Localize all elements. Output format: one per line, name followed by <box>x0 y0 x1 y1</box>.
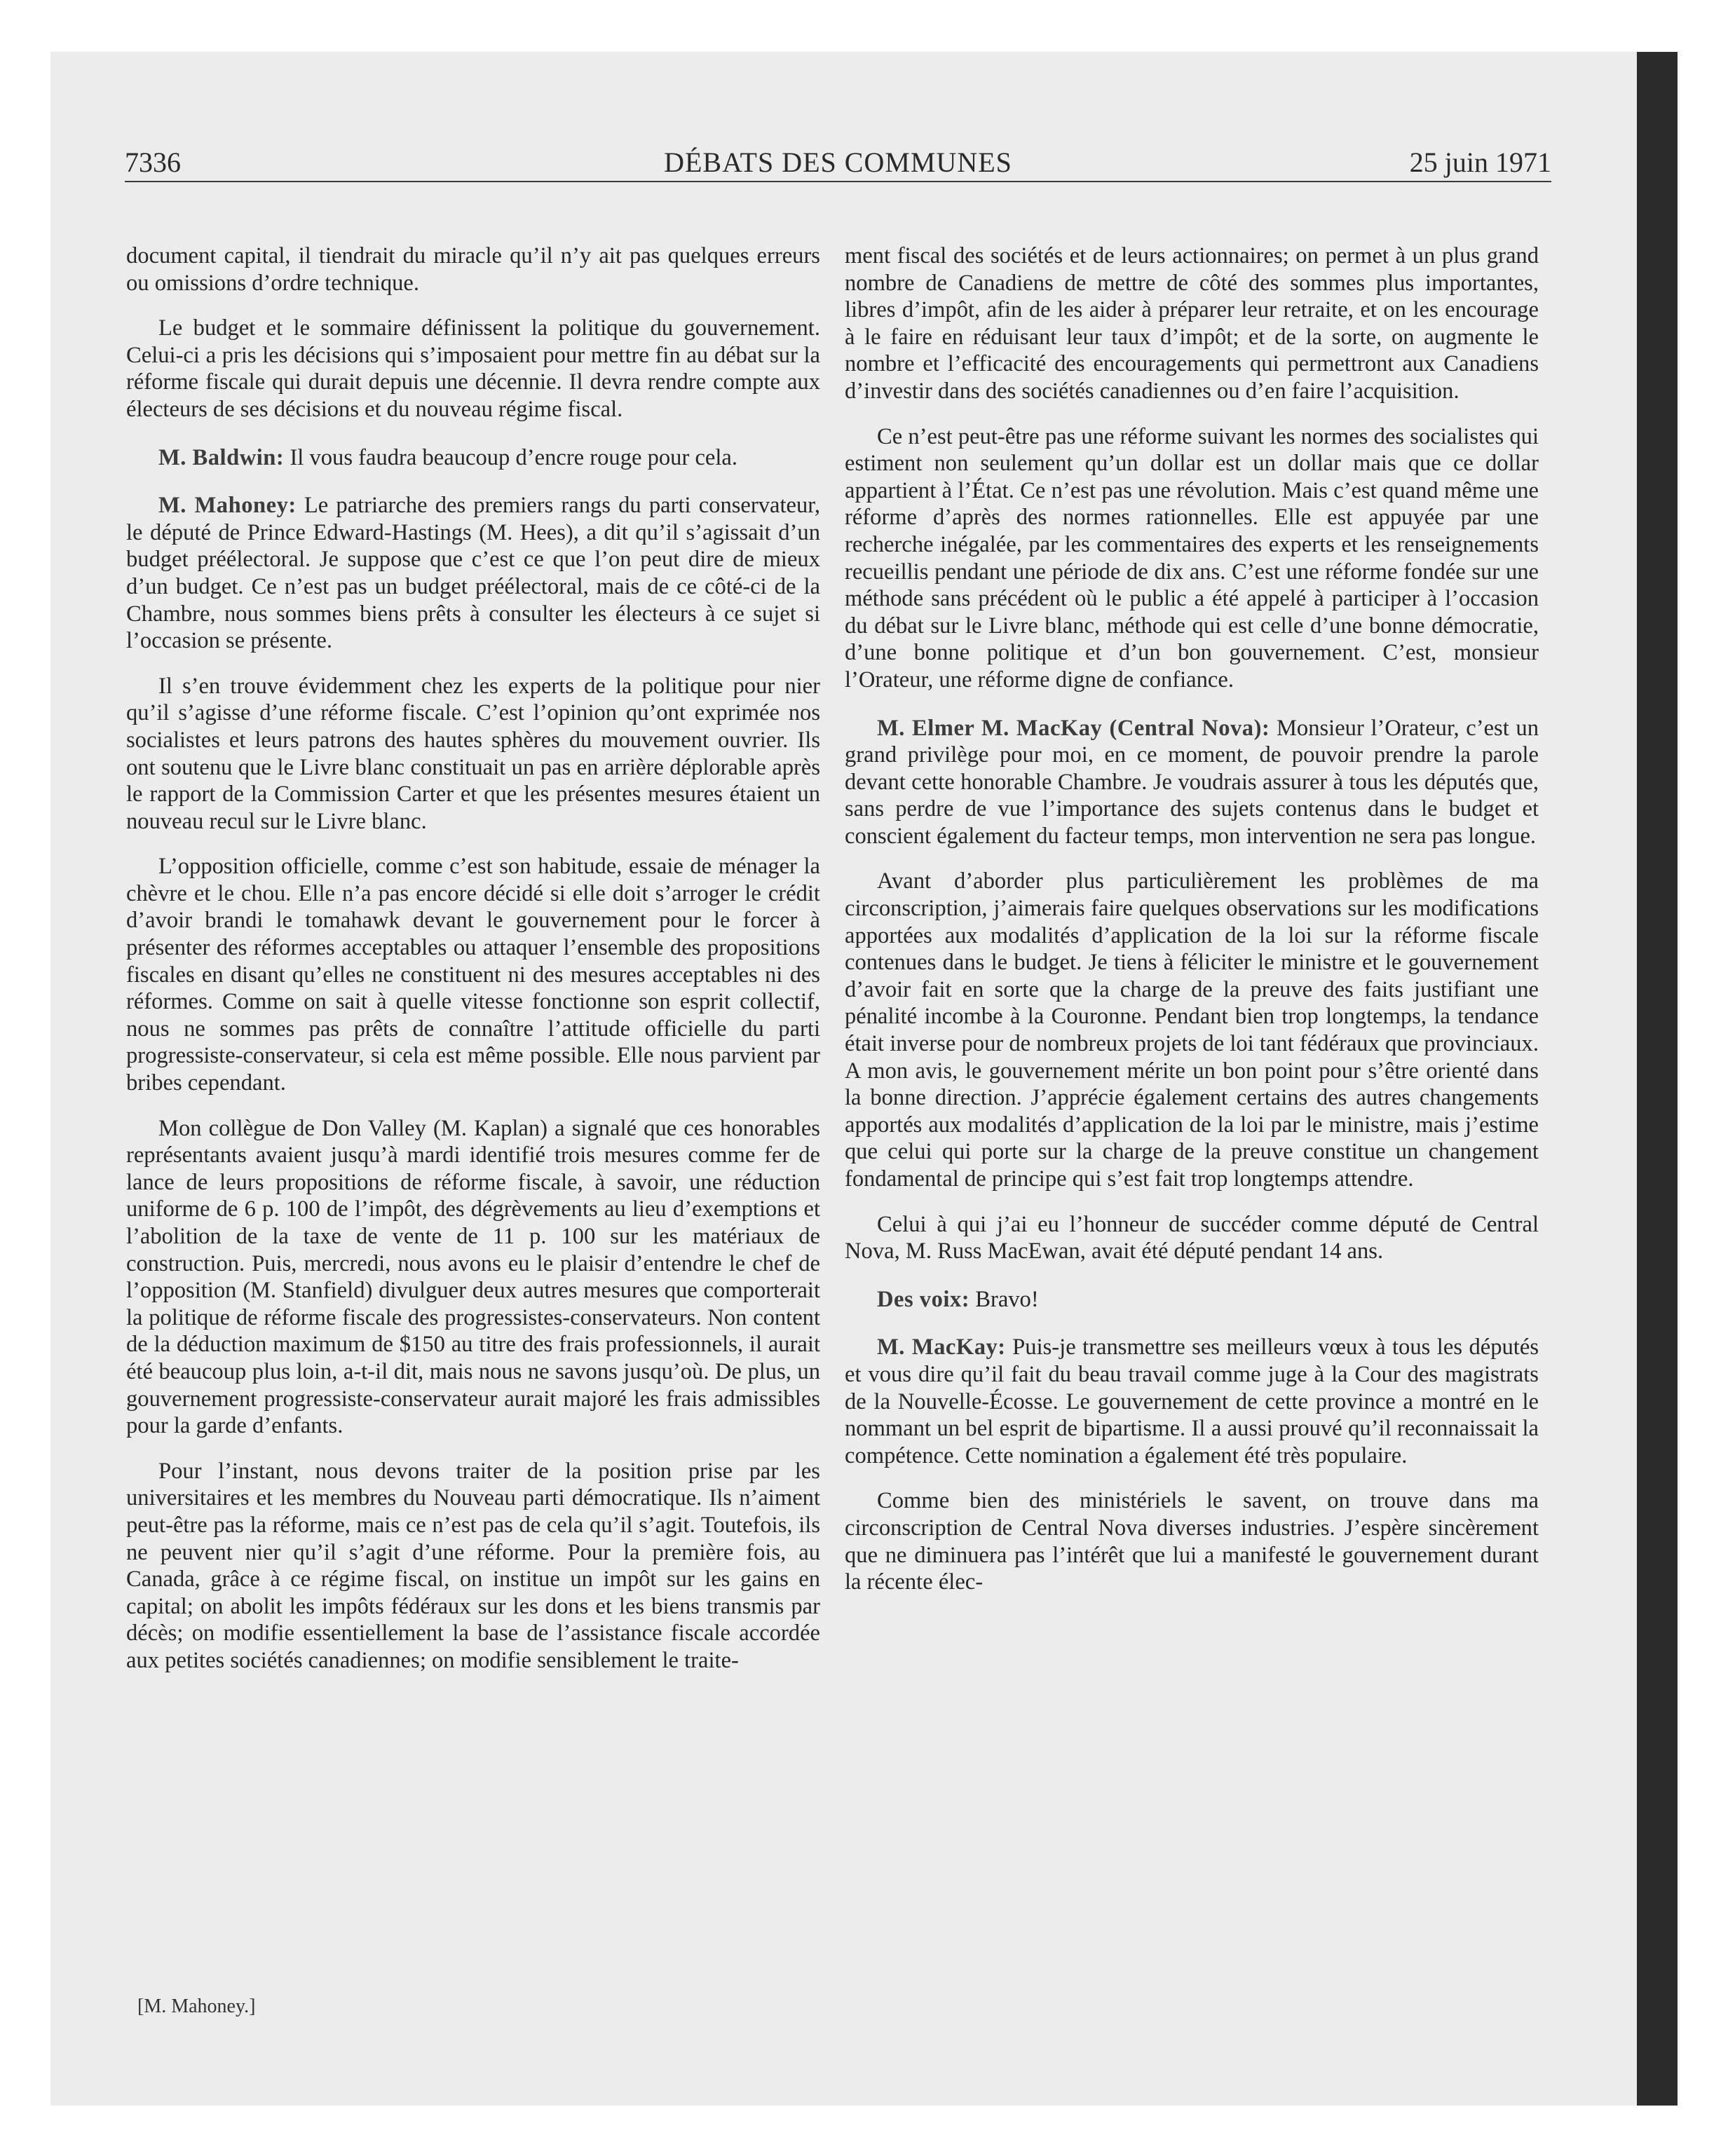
header-rule <box>125 181 1551 182</box>
left-column <box>126 243 820 1693</box>
right-column <box>845 243 1539 1614</box>
speech-paragraph: M. Elmer M. MacKay (Central Nova): Monsieur l’Orateur, c’est un grand privilège pour moi, en ce moment, de pouvoir prendre la parole devant cette honorable Chambre. Je voudrais assurer à tous les députés que, sans perdre de vue l’importance des sujets contenus dans le budget et conscient également du facteur temps, mon intervention ne sera pas longue. <box>845 715 1539 849</box>
paragraph: ment fiscal des sociétés et de leurs actionnaires; on permet à un plus grand nombre de Canadiens de mettre de côté des sommes plus importantes, libres d’impôt, afin de les aider à préparer leur retraite, et on les encourage à le faire en réduisant leur taux d’impôt; et de la sorte, on augmente le nombre et l’efficacité des encouragements qui permettront aux Canadiens d’investir dans des sociétés canadiennes ou d’en faire l’acquisition. <box>845 243 1539 404</box>
speech-paragraph: Des voix: Bravo! <box>877 1286 1039 1312</box>
page-number: 7336 <box>125 146 181 178</box>
speaker-name: M. Elmer M. MacKay (Central Nova): <box>877 715 1270 741</box>
paragraph: Le budget et le sommaire définissent la politique du gouvernement. Celui-ci a pris les décisions qui s’imposaient pour mettre fin au débat sur la réforme fiscale qui durait depuis une décennie. Il devra rendre compte aux électeurs de ses décisions et du nouveau régime fiscal. <box>126 315 820 422</box>
speech-paragraph: M. Baldwin: Il vous faudra beaucoup d’encre rouge pour cela. <box>158 444 738 470</box>
paragraph: Comme bien des ministériels le savent, on trouve dans ma circonscription de Central Nova diverses industries. J’espère sincèrement que ne diminuera pas l’intérêt que lui a manifesté le gouvernement durant la récente élec- <box>845 1488 1539 1595</box>
publication-date: 25 juin 1971 <box>1409 146 1551 178</box>
paragraph: L’opposition officielle, comme c’est son habitude, essaie de ménager la chèvre et le chou. Elle n’a pas encore décidé si elle doit s’arroger le crédit d’avoir brandi le tomahawk devant le gouvernement pour le forcer à présenter des réformes acceptables ou attaquer l’ensemble des propositions fiscales en disant qu’elles ne constituent ni des mesures acceptables ni des réformes. Comme on sait à quelle vitesse fonctionne son esprit collectif, nous ne sommes pas prêts de connaître l’attitude officielle du parti progressiste-conservateur, si cela est même possible. Elle nous parvient par bribes cependant. <box>126 854 820 1096</box>
paragraph: Celui à qui j’ai eu l’honneur de succéder comme député de Central Nova, M. Russ MacEwan, avait été député pendant 14 ans. <box>845 1211 1539 1264</box>
scan-edge-shadow <box>1637 52 1678 2106</box>
paragraph: Mon collègue de Don Valley (M. Kaplan) a signalé que ces honorables représentants avaient jusqu’à mardi identifié trois mesures comme fer de lance de leurs propositions de réforme fiscale, à savoir, une réduction uniforme de 6 p. 100 de l’impôt, des dégrèvements au lieu d’exemptions et l’abolition de la taxe de vente de 11 p. 100 sur les matériaux de construction. Puis, mercredi, nous avons eu le plaisir d’entendre le chef de l’opposition (M. Stanfield) divulguer deux autres mesures que comporterait la politique de réforme fiscale des progressistes-conservateurs. Non content de la déduction maximum de $150 au titre des frais professionnels, il aurait été beaucoup plus loin, a-t-il dit, mais nous ne savons jusqu’où. De plus, un gouvernement progressiste-conservateur aurait majoré les frais admissibles pour la garde d’enfants. <box>126 1115 820 1439</box>
speech-paragraph: M. MacKay: Puis-je transmettre ses meilleurs vœux à tous les députés et vous dire qu’il fait du beau travail comme juge à la Cour des magistrats de la Nouvelle-Écosse. Le gouvernement de cette province a montré en le nommant un bel esprit de bipartisme. Il a aussi prouvé qu’il reconnaissait la compétence. Cette nomination a également été très populaire. <box>845 1335 1539 1468</box>
speaker-name: M. Baldwin: <box>158 444 285 470</box>
speaker-footer-note: [M. Mahoney.] <box>137 1995 256 2017</box>
speaker-name: M. MacKay: <box>877 1335 1006 1360</box>
speech-paragraph: M. Mahoney: Le patriarche des premiers rangs du parti conservateur, le député de Prince Edward-Hastings (M. Hees), a dit qu’il s’agissait d’un budget préélectoral. Je suppose que c’est ce que l’on peut dire de mieux d’un budget. Ce n’est pas un budget préélectoral, mais de ce côté-ci de la Chambre, nous sommes biens prêts à consulter les électeurs à ce sujet si l’occasion se présente. <box>126 493 820 654</box>
speaker-name: Des voix: <box>877 1286 970 1312</box>
paragraph: Ce n’est peut-être pas une réforme suivant les normes des socialistes qui estiment non seulement qu’un dollar est un dollar mais que ce dollar appartient à l’État. Ce n’est pas une révolution. Mais c’est quand même une réforme d’après des normes rationnelles. Elle est appuyée par une recherche inégalée, par les commentaires des experts et les renseignements recueillis pendant une période de dix ans. C’est une réforme fondée sur une méthode sans précédent où le public a été appelé à participer à l’occasion du débat sur le Livre blanc, méthode qui est celle d’une bonne démocratie, d’une bonne politique et d’un bon gouvernement. C’est, monsieur l’Orateur, une réforme digne de confiance. <box>845 423 1539 692</box>
page-header <box>125 146 1551 182</box>
paragraph: Pour l’instant, nous devons traiter de la position prise par les universitaires et les membres du Nouveau parti démocratique. Ils n’aiment peut-être pas la réforme, mais ce n’est pas de cela qu’il s’agit. Toutefois, ils ne peuvent nier qu’il s’agit d’une réforme. Pour la première fois, au Canada, grâce à ce régime fiscal, on institue un impôt sur les gains en capital; on abolit les impôts fédéraux sur les dons et les biens transmis par décès; on modifie essentiellement la base de l’assistance fiscale accordée aux petites sociétés canadiennes; on modifie sensiblement le traite- <box>126 1458 820 1673</box>
paragraph: Il s’en trouve évidemment chez les experts de la politique pour nier qu’il s’agisse d’une réforme fiscale. C’est l’opinion qu’ont exprimée nos socialistes et leurs patrons des hautes sphères du mouvement ouvrier. Ils ont soutenu que le Livre blanc constituait un pas en arrière déplorable après le rapport de la Commission Carter et que les présentes mesures étaient un nouveau recul sur le Livre blanc. <box>126 673 820 834</box>
paragraph: document capital, il tiendrait du miracle qu’il n’y ait pas quelques erreurs ou omissions d’ordre technique. <box>126 243 820 296</box>
speaker-name: M. Mahoney: <box>158 493 297 519</box>
paragraph: Avant d’aborder plus particulièrement les problèmes de ma circonscription, j’aimerais faire quelques observations sur les modifications apportées aux modalités d’application de la loi sur la réforme fiscale contenues dans le budget. Je tiens à féliciter le ministre et le gouvernement d’avoir fait en sorte que la charge de la preuve des faits justifiant une pénalité incombe à la Couronne. Pendant bien trop longtemps, la tendance était inverse pour de nombreux projets de loi tant fédéraux que provinciaux. A mon avis, le gouvernement mérite un bon point pour s’être orienté dans la bonne direction. J’apprécie également certains des autres changements apportés aux modalités d’application de la loi par le ministre, mais j’estime que celui qui porte sur la charge de la preuve constitue un changement fondamental de principe qui s’est fait trop longtemps attendre. <box>845 868 1539 1192</box>
publication-title: DÉBATS DES COMMUNES <box>664 146 1012 178</box>
